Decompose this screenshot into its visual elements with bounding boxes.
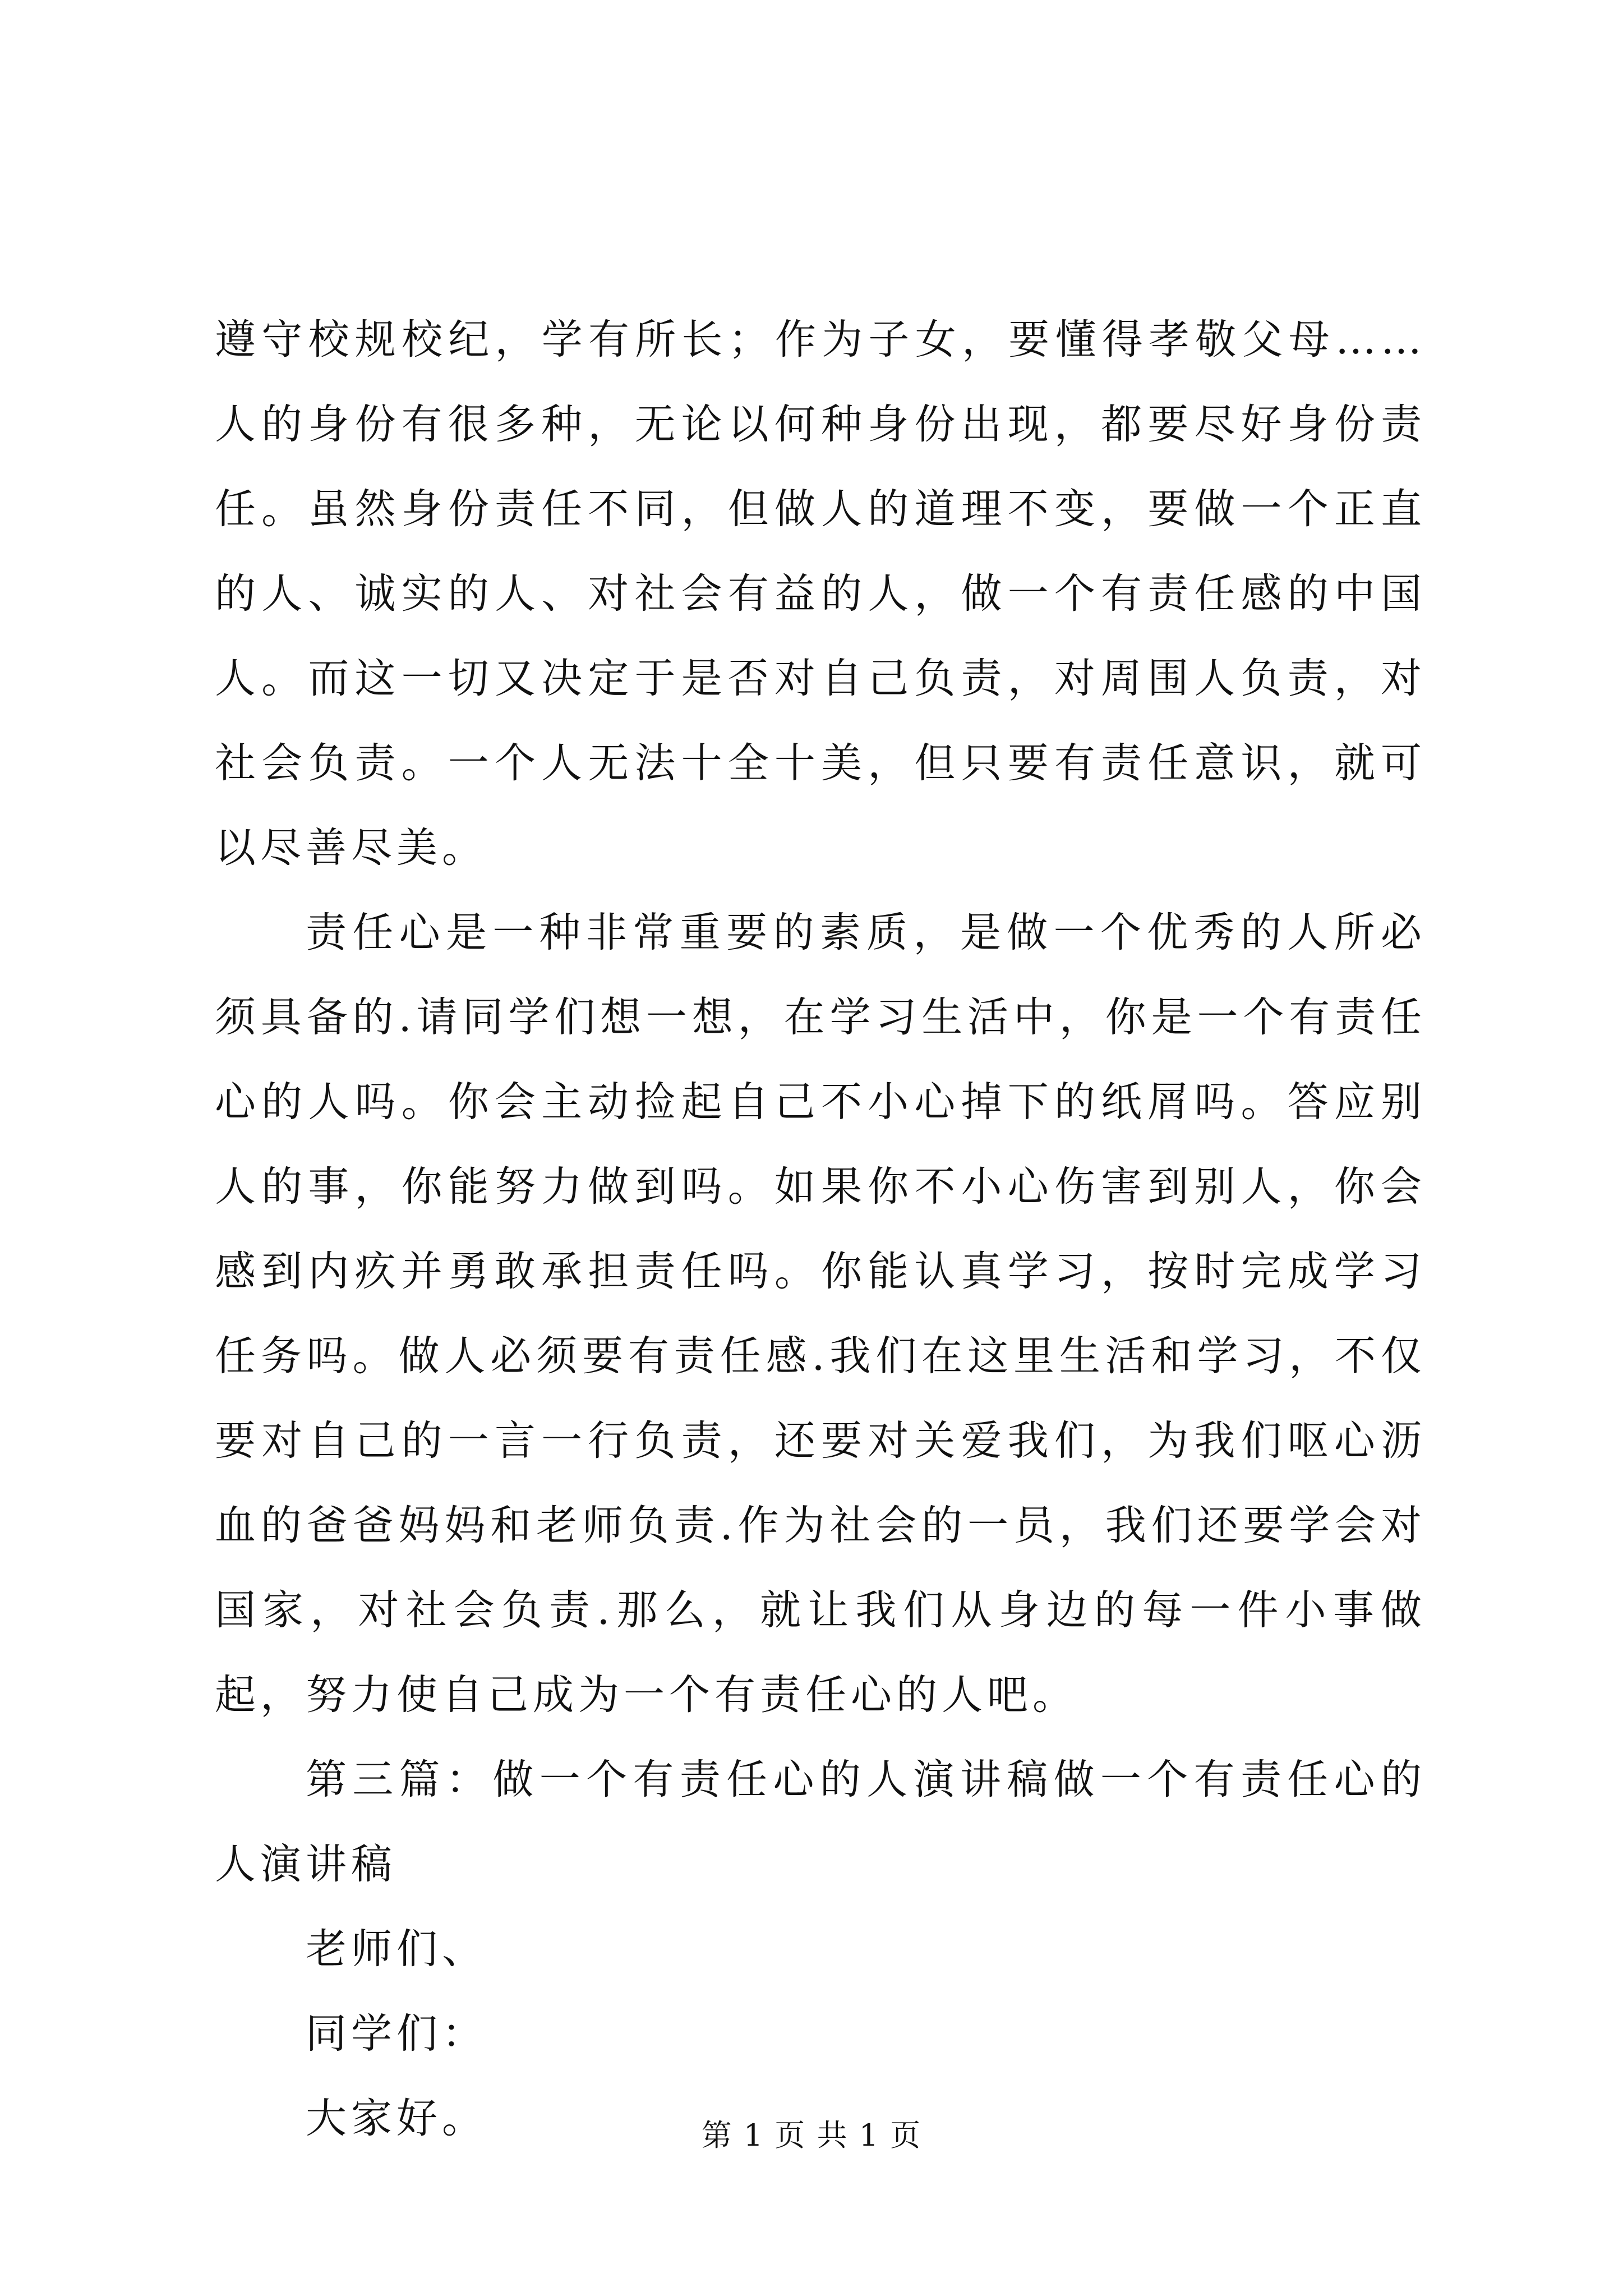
salutation-students: 同学们： (306, 2010, 487, 2058)
greeting: 大家好。 (306, 2095, 487, 2142)
section-heading: 第三篇：做一个有责任心的人演讲稿做一个有责任心的人演讲稿 (215, 1756, 1426, 1888)
document-body (215, 297, 1426, 2161)
salutation-teachers: 老师们、 (306, 1925, 487, 1973)
paragraph-1: 遵守校规校纪，学有所长；作为子女，要懂得孝敬父母……人的身份有很多种，无论以何种身份出现，都要尽好身份责任。虽然身份责任不同，但做人的道理不变，要做一个正直的人、诚实的人、对社会有益的人，做一个有责任感的中国人。而这一切又决定于是否对自己负责，对周围人负责，对社会负责。一个人无法十全十美，但只要有责任意识，就可以尽善尽美。 (215, 316, 1426, 872)
paragraph-2: 责任心是一种非常重要的素质，是做一个优秀的人所必须具备的.请同学们想一想，在学习生活中，你是一个有责任心的人吗。你会主动捡起自己不小心掉下的纸屑吗。答应别人的事，你能努力做到吗。如果你不小心伤害到别人，你会感到内疚并勇敢承担责任吗。你能认真学习，按时完成学习任务吗。做人必须要有责任感.我们在这里生活和学习，不仅要对自己的一言一行负责，还要对关爱我们，为我们呕心沥血的爸爸妈妈和老师负责.作为社会的一员，我们还要学会对国家，对社会负责.那么，就让我们从身边的每一件小事做起，努力使自己成为一个有责任心的人吧。 (215, 909, 1426, 1719)
page-number-footer: 第 1 页 共 1 页 (701, 2118, 922, 2153)
